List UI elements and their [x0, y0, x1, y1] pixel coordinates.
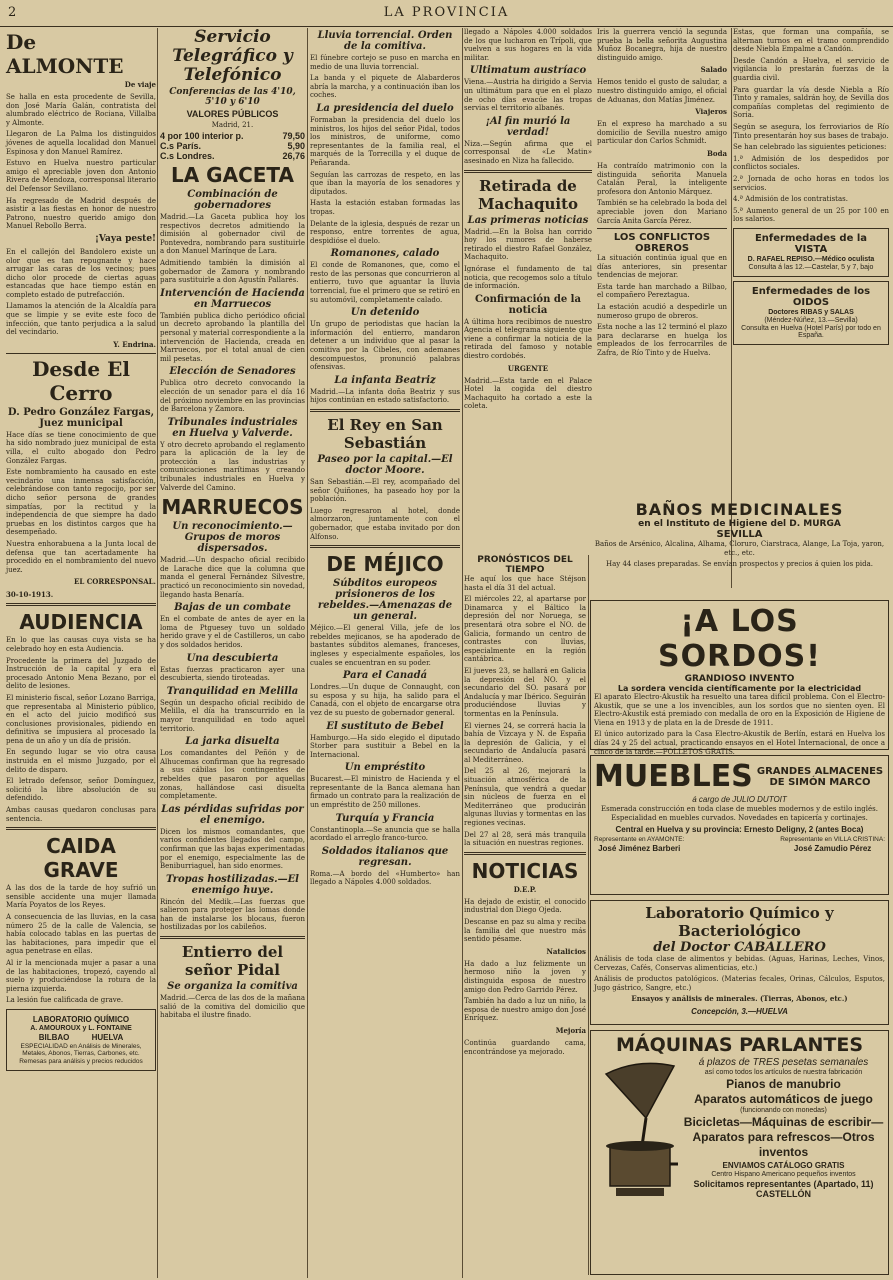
section-title: De ALMONTE [6, 30, 124, 78]
masthead [0, 0, 893, 27]
article-paragraph: El letrado defensor, señor Domínguez, solicitó la libre absolución de su defendido. [6, 777, 156, 803]
section-subtitle: Tranquilidad en Melilla [166, 685, 299, 697]
section-subtitle: Súbditos europeos prisioneros de los rebeldes.—Amenazas de un general. [317, 578, 453, 623]
divider [310, 409, 460, 412]
article-paragraph: El ministerio fiscal, señor Lozano Barriga, que representaba al Ministerio público, en el acto del juicio modificó sus conclusiones provisionales, pidiendo en definitiva se impusiera al procesado la pena de un año y un día de prisión. [6, 693, 156, 745]
section-subtitle: Natalicios [546, 946, 586, 956]
article-paragraph: Estas fuerzas practicaron ayer una descubierta, siendo tiroteadas. [160, 665, 305, 683]
article-paragraph: 2.ª Jornada de ocho horas en todos los servicios. [733, 174, 889, 192]
section-subtitle: De viaje [124, 80, 156, 89]
article-paragraph: Viena.—Austria ha dirigido a Servia un ultimátum para que en el plazo de ocho días evacúe las tropas servias el territorio albanés. [464, 78, 592, 113]
rep-right: Representante en VILLA CRISTINA: José Zamudio Pérez [780, 836, 885, 854]
section-subtitle: Un detenido [350, 307, 420, 319]
article-paragraph: El fúnebre cortejo se puso en marcha en medio de una lluvia torrencial. [310, 54, 460, 71]
article-paragraph: Iris la guerrera venció la segunda prueba la bella señorita Augustina Muñoz Bocanegra, hija de nuestro distinguido amigo. [597, 28, 727, 62]
ad-body [594, 1056, 885, 1206]
article-paragraph: También publica dicho periódico oficial un decreto aprobando la plantilla del personal y material correspondiente a la intervención de Hacienda, creada en Marruecos, por el total anual de cien mil pesetas. [160, 311, 305, 363]
advertisement-sordos [590, 600, 889, 756]
ad-subtitle: del Doctor CABALLERO [653, 940, 826, 955]
ad-address: Consulta á las 12.—Castelar, 5 y 7, bajo [748, 263, 874, 271]
article-paragraph: llegado a Nápoles 4.000 soldados de los que lucharon en Trípoli, que vuelven a sus hogares en la vida militar. [464, 28, 592, 62]
ad-paragraph: El aparato Electro-Akustik ha resuelto una tarea difícil problema. Con el Electro-Akustik, que se une a los invencibles, aun los sordos que no sienten oyen. El Electro-Akustik está premiado con medalla de oro en la Exposición de Higiene de Viena en 1913 y de plata en la de Dresde de 1911. [594, 693, 885, 727]
article-paragraph: Niza.—Según afirma que el corresponsal de «Le Matin» asesinado en Niza ha fallecido. [464, 139, 592, 165]
section-subtitle: Romanones, calado [330, 248, 440, 260]
ad-paragraph: Hay 44 clases preparadas. Se envían prospectos y precios á quien los pida. [606, 560, 873, 569]
article-paragraph: Madrid.—La infanta doña Beatriz y sus hijos continúan en estado satisfactorio. [310, 387, 460, 405]
section-subtitle: Soldados italianos que regresan. [321, 845, 449, 868]
article-paragraph: La banda y el piquete de Alabarderos abría la marcha, y a continuación iban los coches. [310, 74, 460, 100]
section-subtitle: Ultimatum austríaco [469, 65, 587, 77]
section-subtitle: Un empréstito [344, 762, 426, 774]
section-subtitle: ¡Vaya peste! [94, 233, 156, 244]
article-paragraph: San Sebastián.—El rey, acompañado del señor Quiñones, ha paseado hoy por la población. [310, 478, 460, 504]
ad-item: Bicicletas—Máquinas de escribir—Aparatos para refrescos—Otros inventos [683, 1115, 884, 1159]
column-1 [6, 28, 156, 1278]
ad-footer: Remesas para análisis y precios reducidos [19, 1057, 143, 1065]
article-paragraph: A última hora recibimos de nuestro Agencia el telegrama siguiente que viene a confirmar la noticia de la retirada del famoso y notable diestro cordobés. [464, 317, 592, 361]
section-title: DE MÉJICO [326, 552, 444, 577]
section-subtitle: ¡Al fin murió la verdad! [485, 115, 571, 138]
ad-subtitle: GRANDIOSO INVENTO [684, 674, 795, 684]
ad-cargo: á cargo de JULIO DUTOIT [692, 795, 787, 804]
ad-doctor: Doctores RIBAS y SALAS [768, 308, 854, 316]
section-title: AUDIENCIA [19, 610, 143, 635]
section-subtitle: La presidencia del duelo [316, 102, 454, 114]
ad-address: Concepción, 3.—HUELVA [691, 1006, 788, 1016]
article-date: 30-10-1913. [6, 590, 54, 600]
article-paragraph: Dicen los mismos comandantes, que varios confidentes llegados del campo, confirman que las bajas experimentadas por el enemigo, especialmente las de Beniburriaguel, han sido enormes. [160, 827, 305, 871]
section-subtitle: Intervención de Hacienda en Marruecos [160, 287, 305, 310]
column-3 [310, 28, 460, 1278]
column-rule [462, 28, 463, 1278]
article-paragraph: Descanse en paz su alma y reciba la familia del que nuestro más sentido pésame. [464, 918, 586, 944]
article-paragraph: Para guardar la vía desde Niebla a Río Tinto y ramales, saldrán hoy, de Sevilla dos compañías completas del regimiento de Soria. [733, 85, 889, 120]
article-paragraph: Hace días se tiene conocimiento de que ha sido nombrado juez municipal de esta villa, el culto abogado don Pedro González Fargas. [6, 430, 156, 465]
article-paragraph: Un grupo de periodistas que hacían la información del entierro, mandaron detener a un individuo que al pasar la comitiva por la Cibeles, con ademanes descompuestos, pronunció palabras ofensivas. [310, 320, 460, 372]
section-subtitle: D. Pedro González Fargas, Juez municipal [7, 406, 155, 429]
article-paragraph: El conde de Romanones, que, como el resto de las personas que concurrieron al entierro, tuvo que aguantar la lluvia torrencial, fue el primero que se retiró en su automóvil, completamente calado. [310, 261, 460, 304]
ad-paragraph: Baños de Arsénico, Alcalina, Alhama, Cloruro, Ciarstraca, Alange, La Toja, yaron, etc., etc. [594, 540, 885, 557]
section-subtitle: Viajeros [695, 107, 727, 117]
ad-title: MÁQUINAS PARLANTES [615, 1034, 864, 1056]
ad-item: Pianos de manubrio [726, 1077, 841, 1091]
article-paragraph: He aquí los que hace Stéjson hasta el día 31 del actual. [464, 575, 586, 592]
ad-item: Aparatos automáticos de juego [694, 1092, 873, 1106]
section-subtitle: Tribunales industriales en Huelva y Valverde. [167, 416, 298, 439]
article-paragraph: Estuvo en Huelva nuestro particular amigo el apreciable joven don Antonio Rivera de Mendoza, corresponsal literario del Defensor Sevillano. [6, 159, 156, 193]
article-paragraph: 1.ª Admisión de los despedidos por conflictos sociales. [733, 154, 889, 172]
article-paragraph: Madrid.—En la Bolsa han corrido hoy los rumores de haberse retirado el diestro Rafael González, Machaquito. [464, 227, 592, 262]
article-paragraph: Ha regresado de Madrid después de asistir a las fiestas en honor de nuestro Patrono, nuestro querido amigo don Manuel Rebollo Berra. [6, 196, 156, 231]
article-paragraph: Llegaron de La Palma los distinguidos jóvenes de aquella localidad don Manuel Espinosa y don Manuel Ramírez. [6, 130, 156, 156]
article-paragraph: Londres.—Un duque de Connaught, con su esposa y su hija, ha salido para el Canadá, con el objeto de encargarse otra vez de su puesto de gobernador general. [310, 683, 460, 717]
ad-text [682, 1056, 885, 1206]
ad-note: así como todos los artículos de nuestra fabricación [704, 1069, 863, 1076]
section-subtitle: Un reconocimiento.—Grupos de moros dispersados. [172, 521, 293, 555]
article-paragraph: Del 27 al 28, será más tranquila la situación en nuestras regiones. [464, 830, 586, 848]
article-paragraph: También se ha celebrado la boda del apreciable joven don Mariano García Anita García Pérez. [597, 199, 727, 225]
article-paragraph: Nuestra enhorabuena a la Junta local de defensa que tan acertadamente ha procedido en el nombramiento del nuevo juez. [6, 539, 156, 574]
advertisement-muebles [590, 755, 889, 895]
ad-item-note: (funcionando con monedas) [740, 1107, 827, 1114]
article-paragraph: El jueves 23, se hallará en Galicia la depresión del NO. y el secundario del SO. pasará por Andalucía y mar Ibérico. Seguirán produciéndose lluvias y tormentas en la Península. [464, 666, 586, 718]
section-title: Desde El Cerro [32, 356, 130, 405]
ad-paragraph: Esmerada construcción en toda clase de muebles modernos y de estilo inglés. Especialidad en muebles curvados. Novedades en tapicería y cortinajes. [601, 805, 878, 822]
article-paragraph: Esta tarde han marchado a Bilbao, el compañero Pereztagua. [597, 282, 727, 300]
valores-row: C.s París. 5,90 [160, 141, 305, 151]
article-signature: URGENTE [507, 363, 549, 373]
article-paragraph: La estación acudió a despedirle un numeroso grupo de obreros. [597, 303, 727, 320]
section-subtitle: Confirmación de la noticia [475, 293, 581, 316]
article-paragraph: También ha dado a luz un niño, la esposa de nuestro amigo don José Enríquez. [464, 997, 586, 1023]
valores-row: 4 por 100 interior p. 79,50 [160, 131, 305, 141]
section-subtitle: La jarka disuelta [185, 736, 280, 748]
article-paragraph: Rincón del Medik.—Las fuerzas que salieron para proteger las lomas donde han de instalarse los blocaus, fueron hostilizadas por los cabileños. [160, 897, 305, 932]
article-paragraph: Ha contraído matrimonio con la distinguida señorita Manuela Catalán Peral, la inteligente profesora don Antonio Márquez. [597, 161, 727, 196]
column-4 [464, 28, 729, 498]
article-paragraph: Según se asegura, los ferroviarios de Río Tinto presentarán hoy sus bases de trabajo. [733, 122, 889, 140]
article-paragraph: Méjico.—El general Villa, jefe de los rebeldes mejicanos, se ha apoderado de bastantes súbditos alemanes, franceses, ingleses y especialmente españoles, los cuales se encuentran en su poder. [310, 624, 460, 667]
article-paragraph: Procedente la primera del Juzgado de Instrucción de la capital y era el procesado Antonio Mena Bezano, por el delito de lesiones. [6, 656, 156, 691]
article-paragraph: Desde Candón a Huelva, el servicio de vigilancia lo prestarán fuerzas de la guardia civil. [733, 56, 889, 82]
ad-title: ¡A LOS SORDOS! [658, 604, 821, 674]
article-paragraph: Hasta la estación estaban formadas las tropas. [310, 199, 460, 216]
article-paragraph: Madrid.—La Gaceta publica hoy los respectivos decretos admitiendo la dimisión al gobernador civil de Pontevedra, nombrando para sustituirle a don Manuel Marínque de Lara. [160, 213, 305, 256]
column-2 [160, 28, 305, 1278]
ad-doctor: D. RAFAEL REPISO.—Médico oculista [747, 255, 875, 263]
section-subtitle: Elección de Senadores [169, 366, 296, 378]
article-paragraph: A las dos de la tarde de hoy sufrió un sensible accidente una mujer llamada María Poyatos de los Reyes. [6, 884, 156, 910]
section-subtitle: Las primeras noticias [467, 214, 589, 226]
section-title: PRONÓSTICOS DEL TIEMPO [477, 555, 573, 575]
article-paragraph: Seguían las carrozas de respeto, en las que iban la mayoría de los senadores y diputados. [310, 170, 460, 196]
article-paragraph: Publica otro decreto convocando la elección de un senador para el día 16 del próximo noviembre en las provincias de Barcelona y Zamora. [160, 379, 305, 414]
article-paragraph: Ha dado a luz felizmente un hermoso niño la joven y distinguida esposa de nuestro amigo don Pedro Garrido Pérez. [464, 959, 586, 994]
section-title: NOTICIAS [471, 858, 579, 883]
column-5 [733, 28, 889, 493]
ad-paragraph: El único autorizado para la Casa Electro-Akustik de Berlín, estará en Huelva los días 24 y 25 del actual, practicando ensayos en el Hotel Internacional, de once a cinco de la tarde.—FOLLETOS GRATIS. [594, 730, 885, 756]
section-subtitle: Las pérdidas sufridas por el enemigo. [161, 803, 304, 826]
ad-subtitle: en el Instituto de Higiene del D. MURGA [638, 519, 841, 529]
article-paragraph: Este nombramiento ha causado en este vecindario una inmensa satisfacción, celebrándose con tanto regocijo, por ser dicho señor persona de grandes simpatías, por la rectitud y la independencia de que siempre ha dado pruebas en los distintos cargos que ha desempeñado. [6, 468, 156, 537]
article-paragraph: Delante de la iglesia, después de rezar un responso, entre torrentes de agua, despidióse el duelo. [310, 219, 460, 245]
newspaper-title: LA PROVINCIA [383, 5, 510, 20]
ad-paragraph: Análisis de toda clase de alimentos y bebidas. (Aguas, Harinas, Leches, Vinos, Cervezas, Cafés, Conservas alimenticias, etc.) [594, 955, 885, 972]
article-paragraph: Esta noche a las 12 terminó el plazo para declararse en huelga los empleados de los ferrocarriles de Zafra, de Río Tinto y de Huelva. [597, 323, 727, 358]
divider [464, 852, 586, 855]
article-paragraph: Luego regresaron al hotel, donde almorzaron, juntamente con el gobernador, que estaba invitado por don Alfonso. [310, 506, 460, 541]
article-paragraph: En segundo lugar se vio otra causa instruida en el mismo Juzgado, por el delito de disparo. [6, 748, 156, 774]
ad-names: A. AMOUROUX y L. FONTAINE [30, 1024, 132, 1032]
article-signature: EL CORRESPONSAL. [74, 577, 156, 587]
article-paragraph: 5.ª Aumento general de un 25 por 100 en los salarios. [733, 206, 889, 224]
article-paragraph: Ambas causas quedaron conclusas para sentencia. [6, 806, 156, 823]
article-paragraph: Del 25 al 26, mejorará la situación atmosférica de la Península, que vendrá a quedar sin núcleos de fuerza en el Mediterráneo que producirán algunas lluvias y tormentas en las regiones vecinas. [464, 767, 586, 828]
article-paragraph: Y otro decreto aprobando el reglamento para la aplicación de la ley de protección a las industrias y comunicaciones marítimas y creando tribunales industriales en Huelva y Valverde del Camino. [160, 440, 305, 492]
article-paragraph: Roma.—A bordo del «Humberto» han llegado a Nápoles 4.000 soldados. [310, 869, 460, 887]
article-paragraph: La lesión fue calificada de grave. [6, 996, 124, 1005]
article-paragraph: Hemos tenido el gusto de saludar, a nuestro distinguido amigo, el oficial de Aduanas, don Matías Jiménez. [597, 78, 727, 104]
column-4-lower [464, 555, 586, 1275]
section-subtitle: Conferencias de las 4'10, 5'10 y 6'10 [169, 87, 296, 107]
section-title: LA GACETA [171, 163, 294, 187]
article-paragraph: Estas, que forman una compañía, se alternan turnos en el tramo comprendido desde Niebla Empalme a Candón. [733, 28, 889, 54]
ad-paragraph: Análisis de productos patológicos. (Materias fecales, Orinas, Cálculos, Esputos, Jugo gástrico, Sangre, etc.) [594, 975, 885, 992]
article-paragraph: Se halla en esta procedente de Sevilla, don José María Galán, contratista del alumbrado eléctrico de Rociana, Villalba y Almonte. [6, 93, 156, 127]
valores-list [160, 131, 305, 161]
ad-contact: Solicitamos representantes (Apartado, 11) CASTELLÓN [693, 1179, 874, 1199]
valores-subtitle: Madrid, 21. [211, 121, 254, 129]
section-title: MARRUECOS [161, 495, 304, 520]
section-title: LOS CONFLICTOS OBREROS [613, 232, 711, 255]
ad-address: (Méndez-Núñez, 13.—Sevilla) [764, 316, 858, 324]
article-paragraph: Bucarest.—El ministro de Hacienda y el representante de la Banca alemana han firmado un contrato para la realización de un empréstito de 250 millones. [310, 775, 460, 810]
section-subtitle: Tropas hostilizadas.—El enemigo huye. [166, 873, 299, 896]
gramophone-icon [596, 1056, 680, 1206]
section-subtitle: Para el Canadá [342, 670, 428, 682]
section-title: Entierro del señor Pidal [181, 943, 284, 980]
valores-title: VALORES PÚBLICOS [186, 109, 279, 119]
article-paragraph: En el callejón del Bandolero existe un olor que es tan repugnante y hace arrugar las caras de los vecinos; pues dicho olor procede de ciertas aguas estancadas que hace tiempo están en completo estado de putrefacción. [6, 247, 156, 299]
section-subtitle: Mejoría [555, 1025, 586, 1035]
ad-title: Laboratorio Químico y Bacteriológico [645, 904, 834, 940]
advertisement-maquinas [590, 1030, 889, 1275]
gramophone-illustration [594, 1056, 682, 1206]
article-paragraph: Formaban la presidencia del duelo los ministros, los hijos del señor Pidal, todos los ministros, de uniforme, como representantes de la familia real, el marqués de la Torrecilla y el duque de Peñaranda. [310, 115, 460, 167]
ad-city: SEVILLA [716, 529, 763, 540]
section-title: El Rey en San Sebastián [327, 416, 443, 452]
section-subtitle: Bajas de un combate [174, 602, 291, 614]
article-paragraph: A consecuencia de las lluvias, en la casa número 25 de la calle de Valencia, se había colocado tablas en las puertas de las habitaciones, para impedir que el agua penetrase en ellas. [6, 913, 156, 956]
column-rule [157, 28, 158, 1278]
divider [597, 228, 727, 229]
section-title: CAIDA GRAVE [43, 834, 119, 883]
divider [464, 170, 592, 173]
article-paragraph: Ignórase el fundamento de tal noticia, que recogemos solo a título de información. [464, 264, 592, 291]
ad-plazos: á plazos de TRES pesetas semanales [698, 1057, 869, 1068]
article-paragraph: Al ir la mencionada mujer a pasar a una de las habitaciones, tropezó, cayendo al suelo y produciéndose la rotura de la pierna izquierda. [6, 958, 156, 993]
ad-title: BAÑOS MEDICINALES [635, 500, 844, 519]
ad-title: LABORATORIO QUÍMICO [32, 1014, 130, 1024]
ad-catalog: ENVIAMOS CATÁLOGO GRATIS [722, 1161, 845, 1170]
section-subtitle: La infanta Beatriz [334, 374, 436, 386]
ad-title: Enfermedades de los OIDOS [751, 285, 871, 308]
section-subtitle: Se organiza la comitiva [167, 981, 298, 993]
section-subtitle: Lluvia torrencial. Orden de la comitiva. [317, 30, 453, 52]
article-paragraph: Madrid.—Esta tarde en el Palace Hotel la cogida del diestro Machaquito ha cortado a este la coleta. [464, 376, 592, 411]
article-paragraph: En el combate de antes de ayer en la loma de Ptguesey tuvo un soldado herido grave y el de Castilleros, un cabo y dos soldados heridos. [160, 615, 305, 649]
column-rule [588, 555, 589, 1275]
article-paragraph: Madrid.—Cerca de las dos de la mañana salió de la comitiva del domicilio que habitaba el ilustre finado. [160, 994, 305, 1020]
valores-row: C.s Londres. 26,76 [160, 151, 305, 161]
ad-title: MUEBLES [594, 759, 753, 794]
section-subtitle: Turquía y Francia [335, 812, 435, 824]
article-paragraph: Madrid.—Un despacho oficial recibido de Larache dice que la columna que manda el general Fernández Silvestre, practicó un reconocimiento sin novedad, llegando hasta Benaría. [160, 556, 305, 599]
rep-left: Representante en AYAMONTE: José Jiménez Barberi [594, 836, 685, 854]
article-paragraph: Constantinopla.—Se anuncia que se halla acordado el arreglo franco-turco. [310, 825, 460, 843]
section-subtitle: El sustituto de Bebel [326, 720, 444, 732]
ad-central: Central en Huelva y su provincia: Ernesto Deligny, 2 (antes Boca) [615, 825, 864, 835]
ad-cities: BILBAO HUELVA [38, 1032, 124, 1042]
ad-paragraph: Ensayos y análisis de minerales. (Tierras, Abonos, etc.) [631, 994, 848, 1004]
column-rule [307, 28, 308, 1278]
article-paragraph: El viernes 24, se correrá hacia la bahía de Vizcaya y N. de España la depresión de Galicia, y el secundario de Andalucía pasará al Mediterráneo. [464, 721, 586, 764]
ad-footer: Consulta en Huelva (Hotel París) por todo en España. [741, 324, 881, 339]
ad-specialty: ESPECIALIDAD en Análisis de Minerales, Metales, Abonos, Tierras, Carbones, etc. [20, 1042, 142, 1057]
column-4-right [597, 28, 727, 361]
divider [6, 353, 156, 354]
advertisement-laboratorio-caballero [590, 900, 889, 1025]
advertisement-vista [733, 228, 889, 277]
article-paragraph: Hamburgo.—Ha sido elegido el diputado Storber para sustituir a Bebel en la Internacional. [310, 733, 460, 759]
ad-header [594, 759, 885, 794]
section-subtitle: Salado [700, 65, 727, 75]
ad-title: Enfermedades de la VISTA [754, 232, 868, 255]
article-paragraph: El miércoles 22, al apartarse por Dinamarca y el Báltico la depresión del nor Noruega, se presentará otra sobre el NO. de Galicia, formando un centro de contrastes con lluvias, especialmente en la región cantábrica. [464, 595, 586, 664]
ad-company: Centro Hispano Americano pequeños inventos [711, 1171, 856, 1178]
section-subtitle: Boda [706, 148, 727, 158]
ad-representatives [594, 835, 885, 854]
section-title: Servicio Telegráfico y Telefónico [172, 27, 293, 85]
article-paragraph: Continúa guardando cama, encontrándose ya mejorado. [464, 1038, 586, 1056]
page-number: 2 [8, 5, 19, 20]
section-subtitle: Paseo por la capital.—El doctor Moore. [317, 454, 453, 476]
column-4-left [464, 28, 592, 414]
advertisement-laboratorio [6, 1009, 156, 1071]
divider [6, 603, 156, 606]
divider [6, 827, 156, 830]
article-paragraph: La situación continúa igual que en días anteriores, sin presentar tendencias de mejorar. [597, 254, 727, 280]
article-paragraph: Se han celebrado las siguientes peticiones: [733, 143, 887, 152]
ad-store: GRANDES ALMACENES DE SIMÓN MARCO [756, 765, 884, 788]
divider [310, 545, 460, 548]
article-paragraph: 4.ª Admisión de los contratistas. [733, 195, 848, 204]
article-paragraph: En lo que las causas cuya vista se ha celebrado hoy en esta Audiencia. [6, 636, 156, 653]
advertisement-oidos [733, 281, 889, 345]
article-paragraph: Admitiendo también la dimisión al gobernador de Zamora y nombrando para sustituirle a don Agustín Pallarés. [160, 258, 305, 285]
article-paragraph: En el expreso ha marchado a su domicilio de Sevilla nuestro amigo particular don Carlos Schmidt. [597, 120, 727, 146]
section-subtitle: Una descubierta [186, 652, 279, 664]
advertisement-banos [590, 500, 889, 572]
article-paragraph: Ha dejado de existir, el conocido industrial don Diego Ojeda. [464, 897, 586, 915]
divider [160, 936, 305, 939]
section-subtitle: D.E.P. [513, 884, 537, 894]
article-signature: Y. Endrina. [113, 339, 156, 349]
article-paragraph: Los comandantes del Peñón y de Alhucemas confirman que ha regresado a sus cábilas los contingentes de rebeldes que pasaron por aquellas zonas, hallándose casi disuelta completamente. [160, 749, 305, 801]
article-paragraph: Según un despacho oficial recibido de Melilla, el día ha transcurrido en la mayor tranquilidad en todo aquel territorio. [160, 698, 305, 733]
section-subtitle: Combinación de gobernadores [187, 189, 278, 211]
section-title: Retirada de Machaquito [477, 176, 579, 213]
ad-tagline: La sordera vencida científicamente por la electricidad [617, 684, 862, 693]
article-paragraph: Llamamos la atención de la Alcaldía para que se limpie y se evite este foco de infección, que tanto perjudica a la salud del vecindario. [6, 302, 156, 337]
